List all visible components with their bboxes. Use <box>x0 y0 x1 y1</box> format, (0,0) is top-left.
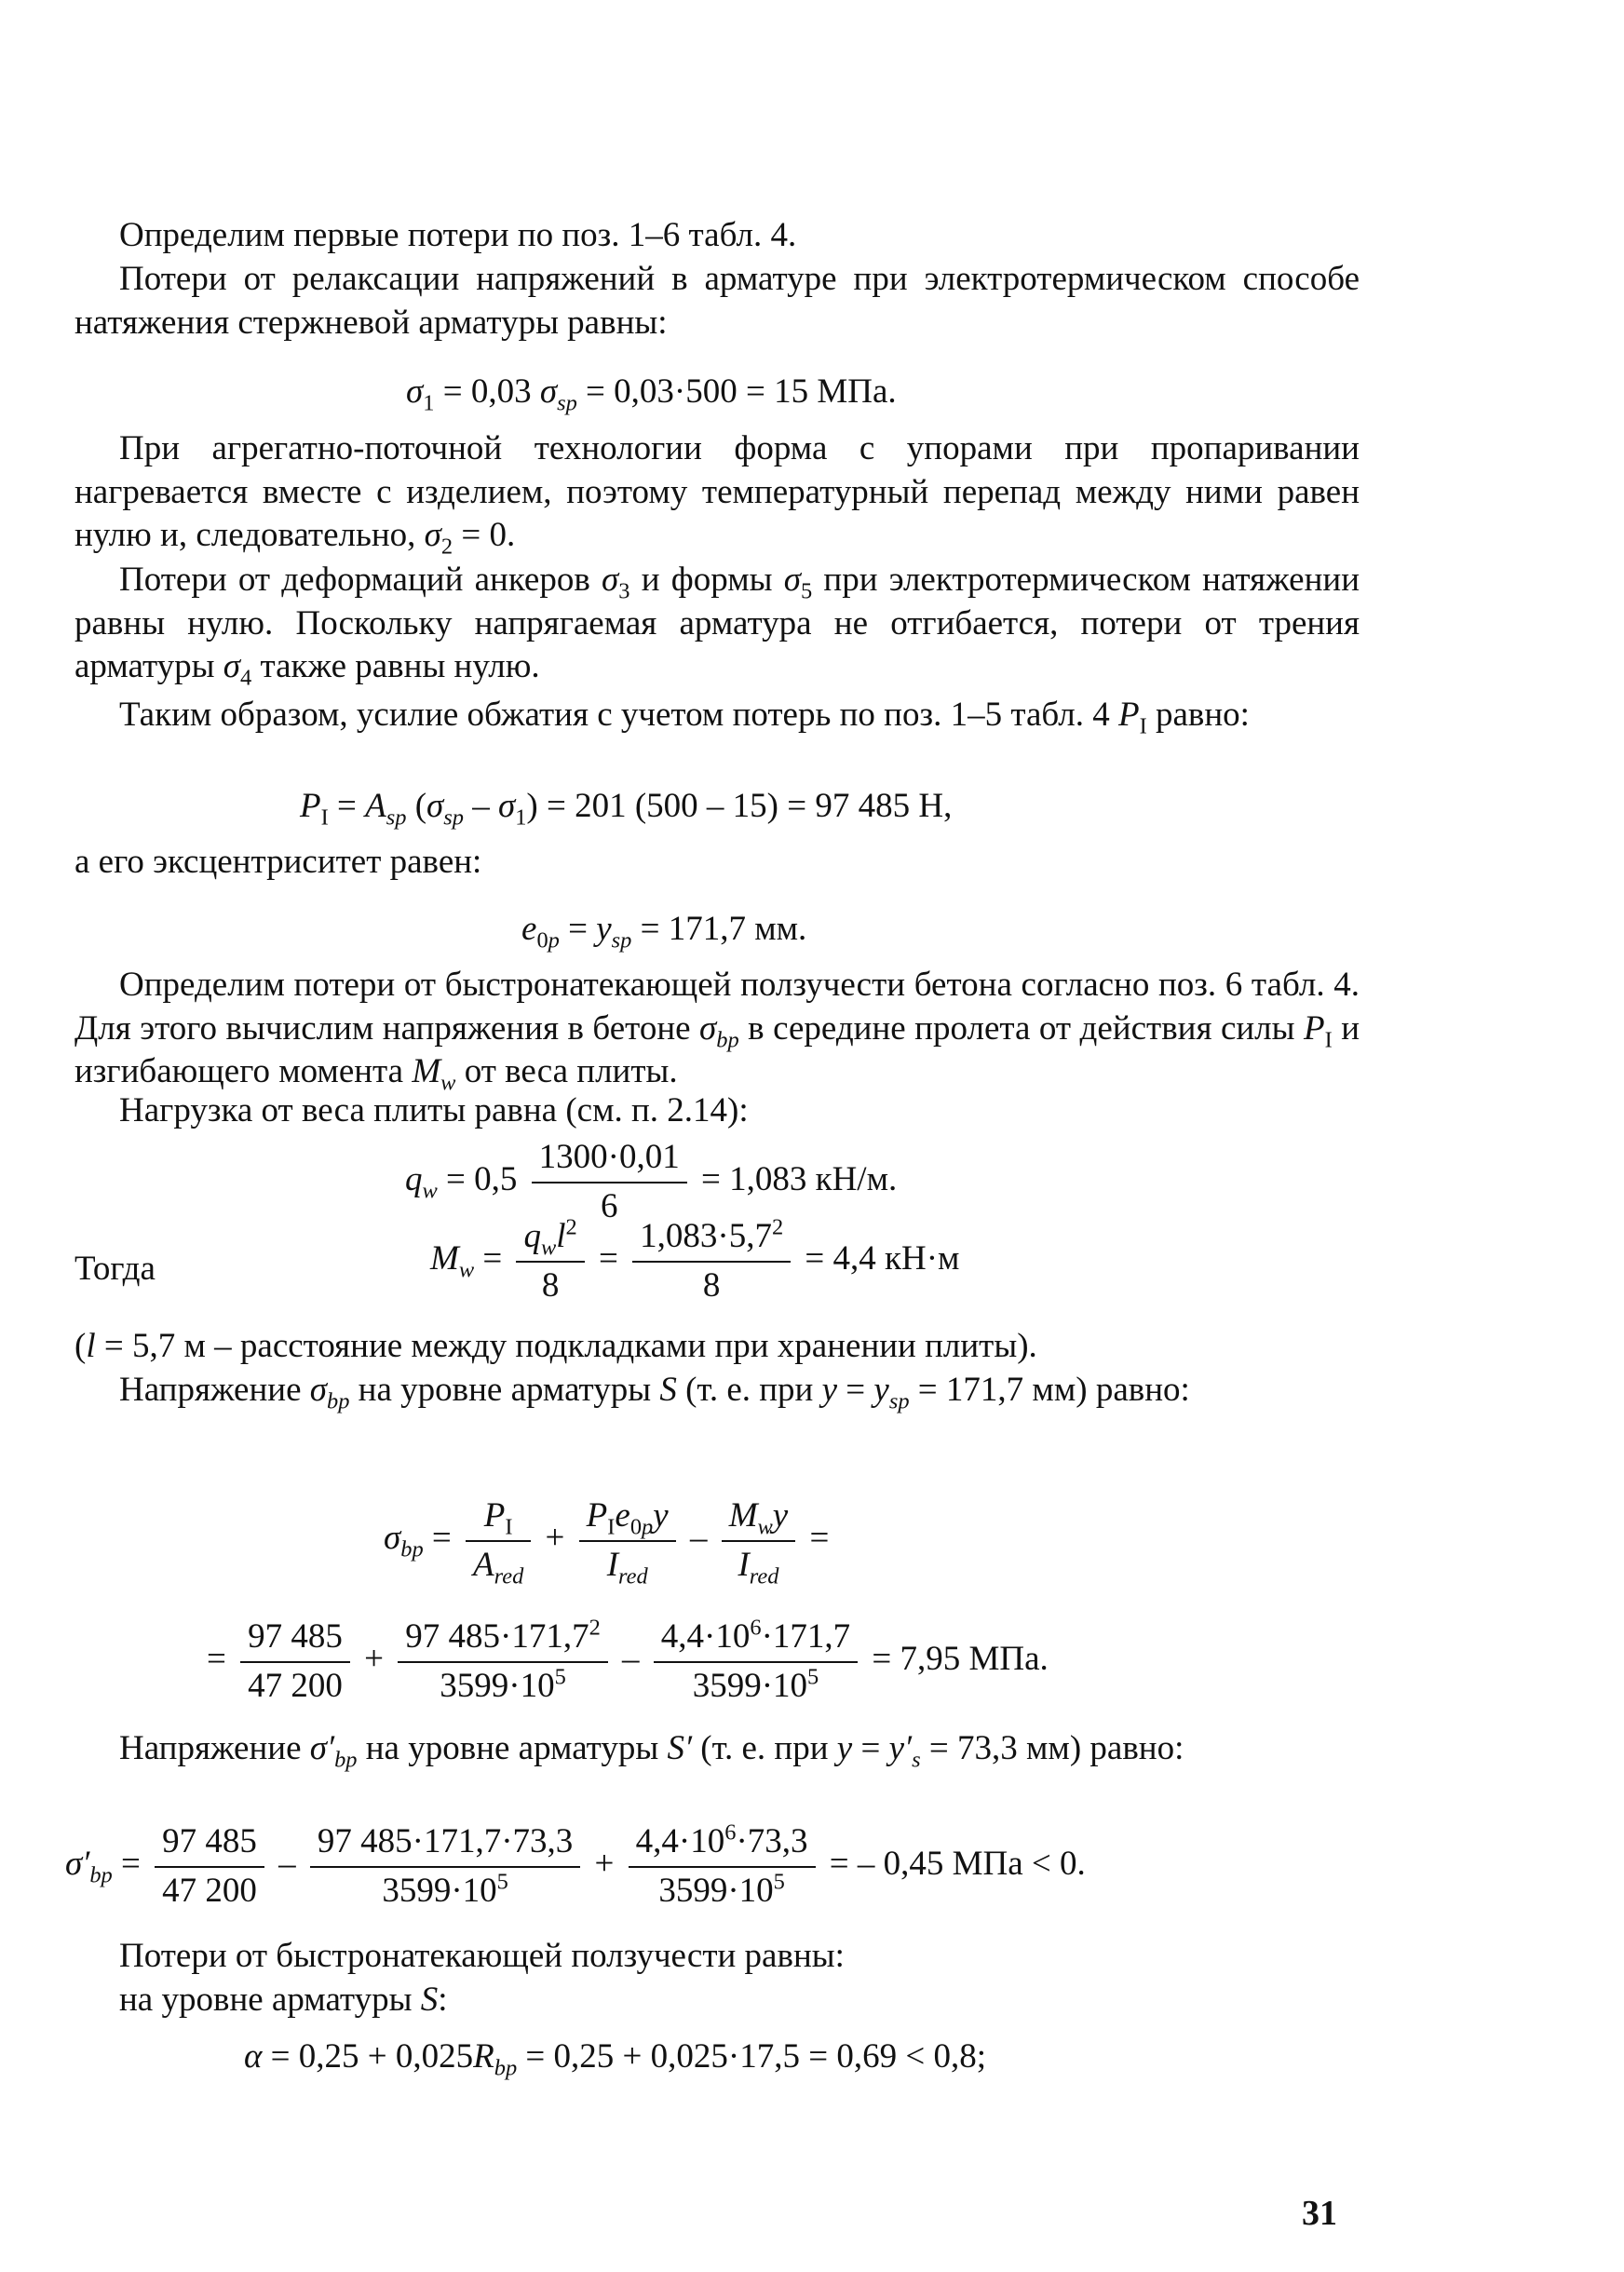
text-stress-level-s-prime: Напряжение $\sigma'_{bp}$ на уровне арматуры S′ (т. е. при $y = y'_s = 73,3$ мм) равно: <box>119 1729 1184 1773</box>
equation-sigma-bp-formula: $\sigma_{bp}$ = $\frac{P_I}{A_{red}}$ + $\frac{P_Ie_{0p}y}{I_{red}}$ – $\frac{M_wy}{I_{red}}$ = <box>384 1496 830 1589</box>
equation-sigma1: $\sigma_1 = 0,03$ $\sigma_{sp} = 0,03\cdot 500 = 15$ МПа. <box>406 372 897 416</box>
text-level-s: на уровне арматуры S: <box>119 1981 448 2019</box>
text-anchor-losses: Потери от деформаций анкеров $\sigma_3$ и формы $\sigma_5$ при электротермическом натяжении равны нулю. Поскольку напрягаемая арматура не отгибается, потери от трения арматуры $\sigma_4$ также равны нулю. <box>74 561 1360 691</box>
page-number: 31 <box>1302 2194 1337 2233</box>
text-relaxation-losses: Потери от релаксации напряжений в арматуре при электротермическом способе натяжения стержневой арматуры равны: <box>74 260 1360 342</box>
equation-sigma-bp-values: = $\frac{97 485}{47 200}$ + $\frac{97 485\cdot 171,7^2}{3599\cdot 10^5}$ – $\frac{4,4\cdot 10^6\cdot 171,7}{3599\cdot 10^5}$ = 7,95 МПа. <box>207 1615 1049 1705</box>
text-eccentricity: а его эксцентриситет равен: <box>74 843 482 881</box>
equation-mw: $M_w$ = $\frac{q_wl^2}{8}$ = $\frac{1,083\cdot 5,7^2}{8}$ = 4,4 кН·м <box>430 1214 960 1305</box>
equation-qw: $q_w = 0,5$ $\frac{1300\cdot 0,01}{6}$ = 1,083 кН/м. <box>405 1138 898 1225</box>
equation-eccentricity: $e_{0p} = y_{sp} = 171,7$ мм. <box>521 910 807 953</box>
text-temperature-losses: При агрегатно-поточной технологии форма с упорами при пропаривании нагревается вместе с изделием, поэтому температурный перепад между ними равен нулю и, следовательно, $\sigma_2 = 0$. <box>74 429 1360 560</box>
text-slab-load: Нагрузка от веса плиты равна (см. п. 2.14): <box>119 1091 749 1129</box>
text-then: Тогда <box>74 1250 156 1288</box>
text-creep-losses-equal: Потери от быстронатекающей ползучести равны: <box>119 1937 845 1975</box>
text-first-losses: Определим первые потери по поз. 1–6 табл. 4. <box>119 216 797 254</box>
text-prestress-force: Таким образом, усилие обжатия с учетом потерь по поз. 1–5 табл. 4 $P_I$ равно: <box>119 696 1250 739</box>
equation-p1: $P_I = A_{sp}$ $(\sigma_{sp} - \sigma_1) = 201$ (500 – 15) = 97 485 Н, <box>300 787 953 831</box>
equation-sigma-bp-prime: $\sigma'_{bp}$ = $\frac{97 485}{47 200}$ – $\frac{97 485\cdot 171,7\cdot 73,3}{3599\cdot 10^5}$ + $\frac{4,4\cdot 10^6\cdot 73,3}{3599\cdot 10^5}$ = – 0,45 МПа < 0. <box>65 1819 1086 1910</box>
text-stress-level-s: Напряжение $\sigma_{bp}$ на уровне арматуры S (т. е. при $y = y_{sp} = 171,7$ мм) равно: <box>119 1371 1190 1414</box>
equation-alpha: $\alpha = 0,25 + 0,025R_{bp} = 0,25 + 0,025\cdot 17,5 = 0,69 < 0,8$; <box>244 2037 986 2081</box>
text-creep-losses: Определим потери от быстронатекающей ползучести бетона согласно поз. 6 табл. 4. Для этого вычислим напряжения в бетоне $\sigma_{bp}$ в середине пролета от действия силы $P_I$ и изгибающего момента $M_w$ от веса плиты. <box>74 966 1360 1096</box>
text-span-note: (l = 5,7 м – расстояние между подкладками при хранении плиты). <box>74 1327 1037 1365</box>
